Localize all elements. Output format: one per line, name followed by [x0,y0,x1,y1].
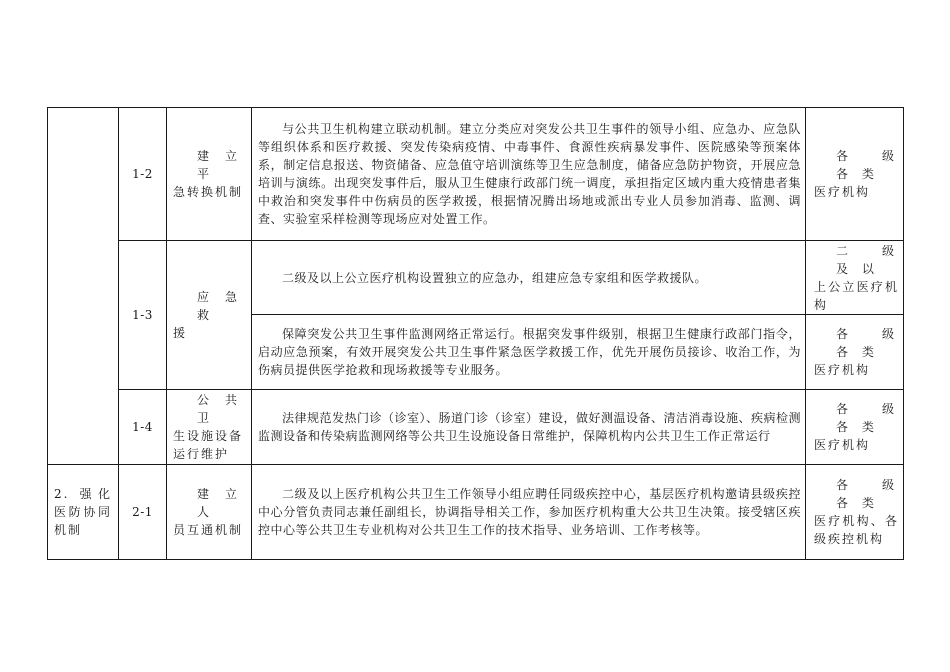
responsible-line1: 各 级 各 类 [836,327,899,359]
item-number-cell [119,108,167,241]
responsible-cell [806,315,904,390]
content-cell [252,390,806,465]
item-name-line2: 急转换机制 [173,185,244,199]
table-row [48,390,904,465]
item-name-line2: 援 [173,326,188,340]
category-cell [48,465,119,560]
task-table [47,107,904,560]
item-number: 1-2 [132,167,153,181]
content-cell [252,315,806,390]
item-name-cell [167,108,252,241]
responsible-cell [806,108,904,241]
content-cell [252,241,806,315]
responsible-line1: 各 级 各 类 [836,478,899,510]
content-text: 二级及以上公立医疗机构设置独立的应急办，组建应急专家组和医学救援队。 [282,270,708,285]
item-number-cell [119,390,167,465]
item-name-cell [167,241,252,390]
item-name-line1: 建 立 平 [197,149,243,181]
item-name-line1: 公 共 卫 [197,393,243,425]
item-name-cell [167,390,252,465]
content-cell [252,108,806,241]
responsible-line2: 医疗机构 [814,438,871,452]
responsible-cell [806,241,904,315]
item-number-cell [119,241,167,390]
item-name-line1: 应 急 救 [197,290,243,322]
content-text: 保障突发公共卫生事件监测网络正常运行。根据突发事件级别，根据卫生健康行政部门指令，启动应急预案，有效开展突发公共卫生事件紧急医学救援工作，优先开展伤员接诊、收治工作，为伤病员提供医学抢救和现场救援等专业服务。 [258,327,801,377]
item-name-line2: 生设施设备运行维护 [173,429,244,461]
responsible-line1: 二 级 及 以 [836,243,899,276]
category-text: 2. 强化医防协同机制 [54,487,112,537]
category-cell [48,108,119,465]
item-number-cell [119,465,167,560]
responsible-line1: 各 级 各 类 [836,149,899,181]
responsible-line2: 医疗机构 [814,363,871,377]
table-row [48,108,904,241]
item-number: 1-3 [132,308,153,322]
content-text: 与公共卫生机构建立联动机制。建立分类应对突发公共卫生事件的领导小组、应急办、应急队等组织体系和医疗救援、突发传染病疫情、中毒事件、食源性疾病暴发事件、医院感染等预案体系，制定信息报送、物资储备、应急值守培训演练等卫生应急制度，储备应急防护物资，开展应急培训与演练。出现突发事件后，服从卫生健康行政部门统一调度，承担指定区域内重大疫情患者集中救治和突发事件中伤病员的医学救援，根据情况腾出场地或派出专业人员参加消毒、监测、调查、实验室采样检测等现场应对处置工作。 [258,122,801,226]
item-number: 1-4 [132,420,153,434]
content-cell [252,465,806,560]
item-number: 2-1 [132,505,153,519]
table-row [48,241,904,315]
table-row [48,465,904,560]
item-name-cell [167,465,252,560]
responsible-cell [806,390,904,465]
responsible-line2: 医疗机构、各级疾控机构 [814,514,899,546]
content-text: 法律规范发热门诊（诊室）、肠道门诊（诊室）建设，做好测温设备、清洁消毒设施、疾病检测监测设备和传染病监测网络等公共卫生设施设备日常维护，保障机构内公共卫生工作正常运行 [258,411,802,443]
responsible-line2: 上公立医疗机构 [814,279,899,312]
content-text: 二级及以上医疗机构公共卫生工作领导小组应聘任同级疾控中心，基层医疗机构邀请县级疾控中心分管负责同志兼任副组长，协调指导相关工作，参加医疗机构重大公共卫生决策。接受辖区疾控中心等公共卫生专业机构对公共卫生工作的技术指导、业务培训、工作考核等。 [258,487,801,537]
responsible-line2: 医疗机构 [814,185,871,199]
item-name-line2: 员互通机制 [173,523,244,537]
responsible-line1: 各 级 各 类 [836,402,899,434]
responsible-cell [806,465,904,560]
item-name-line1: 建 立 人 [197,487,243,519]
